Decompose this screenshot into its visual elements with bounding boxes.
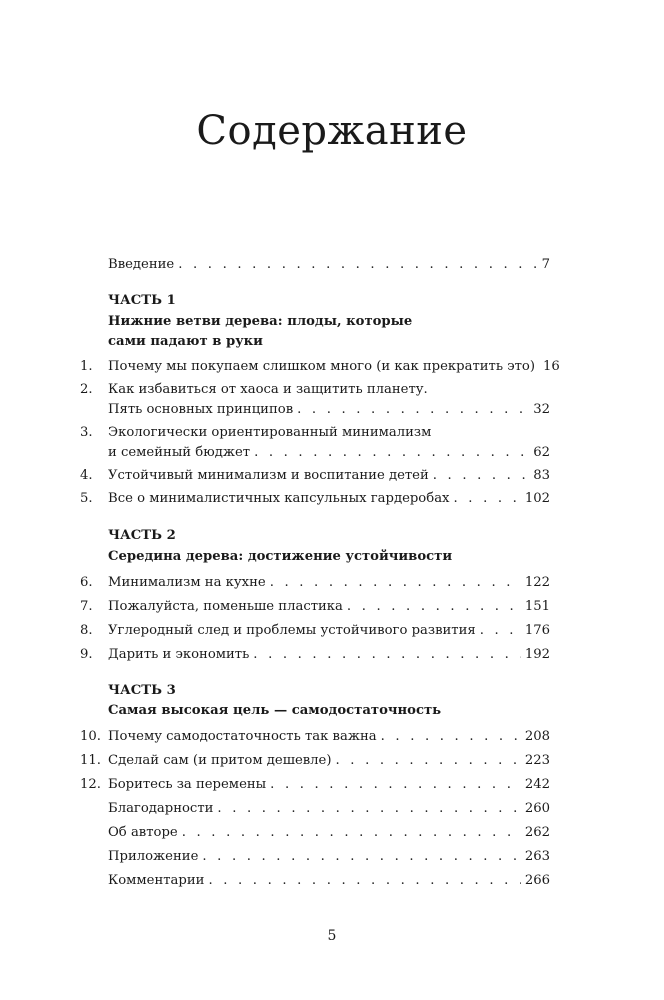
toc-entry-title: Устойчивый минимализм и воспитание детей [108,468,429,483]
page-title: Содержание [196,108,468,154]
dot-leader [253,644,521,666]
toc-entry-chapter-3[interactable] [108,442,550,464]
dot-leader [454,488,521,510]
dot-leader [381,726,521,748]
toc-entry-acknowledgements[interactable] [108,798,550,820]
chapter-number: 5. [80,491,93,506]
dot-leader [178,254,537,276]
toc-entry-title: Сделай сам (и притом дешевле) [108,753,332,768]
toc-entry-title: Пять основных принципов [108,402,294,417]
toc-page-number: 122 [524,575,550,590]
toc-page-number: 260 [524,801,550,816]
chapter-number: 9. [80,647,93,662]
toc-entry-comments[interactable] [108,870,550,892]
toc-entry-chapter-11[interactable] [108,750,550,772]
chapter-number: 7. [80,599,93,614]
dot-leader [270,572,521,594]
toc-entry-chapter-1[interactable] [108,356,560,378]
toc-entry-title: Как избавиться от хаоса и защитить планету. [108,382,428,397]
toc-page-number: 263 [524,849,550,864]
toc-page-number: 151 [524,599,550,614]
toc-entry-chapter-4[interactable] [108,465,550,487]
page-number-footer: 5 [327,928,337,944]
toc-page-number: 192 [524,647,550,662]
chapter-number: 10. [80,729,101,744]
toc-entry-chapter-9[interactable] [108,644,550,666]
toc-page-number: 242 [524,777,550,792]
chapter-number: 11. [80,753,101,768]
dot-leader [336,750,521,772]
toc-page-number: 262 [524,825,550,840]
toc-entry-title: Минимализм на кухне [108,575,266,590]
part-label: ЧАСТЬ 1 [108,293,176,308]
toc-entry-title: Углеродный след и проблемы устойчивого развития [108,623,476,638]
toc-entry-chapter-8[interactable] [108,620,550,642]
toc-page-number: 266 [524,873,550,888]
toc-entry-intro[interactable] [108,254,550,276]
dot-leader [480,620,521,642]
dot-leader [270,774,521,796]
toc-entry-about-author[interactable] [108,822,550,844]
chapter-number: 12. [80,777,101,792]
dot-leader [433,465,529,487]
toc-page-number: 223 [524,753,550,768]
chapter-number: 6. [80,575,93,590]
dot-leader [254,442,529,464]
toc-page-number: 102 [524,491,550,506]
dot-leader [297,399,529,421]
toc-entry-title: Почему мы покупаем слишком много (и как прекратить это) [108,359,535,374]
toc-entry-title: Об авторе [108,825,178,840]
toc-page-number: 208 [524,729,550,744]
dot-leader [208,870,520,892]
toc-entry-title: Приложение [108,849,199,864]
dot-leader [217,798,520,820]
part-title: сами падают в руки [108,334,263,349]
part-label: ЧАСТЬ 3 [108,683,176,698]
toc-page-number: 7 [541,257,550,272]
toc-page-number: 16 [543,359,560,374]
toc-entry-chapter-10[interactable] [108,726,550,748]
toc-page-number: 83 [533,468,550,483]
dot-leader [182,822,521,844]
toc-entry-title: Почему самодостаточность так важна [108,729,377,744]
toc-entry-appendix[interactable] [108,846,550,868]
part-title: Самая высокая цель — самодостаточность [108,703,442,718]
toc-entry-chapter-2[interactable] [108,399,550,421]
toc-entry-title: Экологически ориентированный минимализм [108,425,432,440]
chapter-number: 4. [80,468,93,483]
toc-page-number: 32 [533,402,550,417]
toc-entry-chapter-12[interactable] [108,774,550,796]
chapter-number: 3. [80,425,93,440]
toc-entry-title: и семейный бюджет [108,445,251,460]
dot-leader [347,596,521,618]
toc-page-number: 176 [524,623,550,638]
toc-entry-title: Боритесь за перемены [108,777,267,792]
toc-entry-title: Пожалуйста, поменьше пластика [108,599,343,614]
part-title: Середина дерева: достижение устойчивости [108,549,453,564]
toc-page-number: 62 [533,445,550,460]
part-title: Нижние ветви дерева: плоды, которые [108,314,413,329]
chapter-number: 8. [80,623,93,638]
toc-entry-chapter-5[interactable] [108,488,550,510]
toc-entry-chapter-7[interactable] [108,596,550,618]
part-label: ЧАСТЬ 2 [108,528,176,543]
dot-leader [202,846,520,868]
toc-entry-title: Дарить и экономить [108,647,250,662]
toc-entry-chapter-6[interactable] [108,572,550,594]
toc-entry-title: Благодарности [108,801,214,816]
toc-entry-title: Введение [108,257,175,272]
chapter-number: 2. [80,382,93,397]
toc-entry-title: Комментарии [108,873,205,888]
toc-entry-title: Все о минималистичных капсульных гардеробах [108,491,450,506]
chapter-number: 1. [80,359,93,374]
